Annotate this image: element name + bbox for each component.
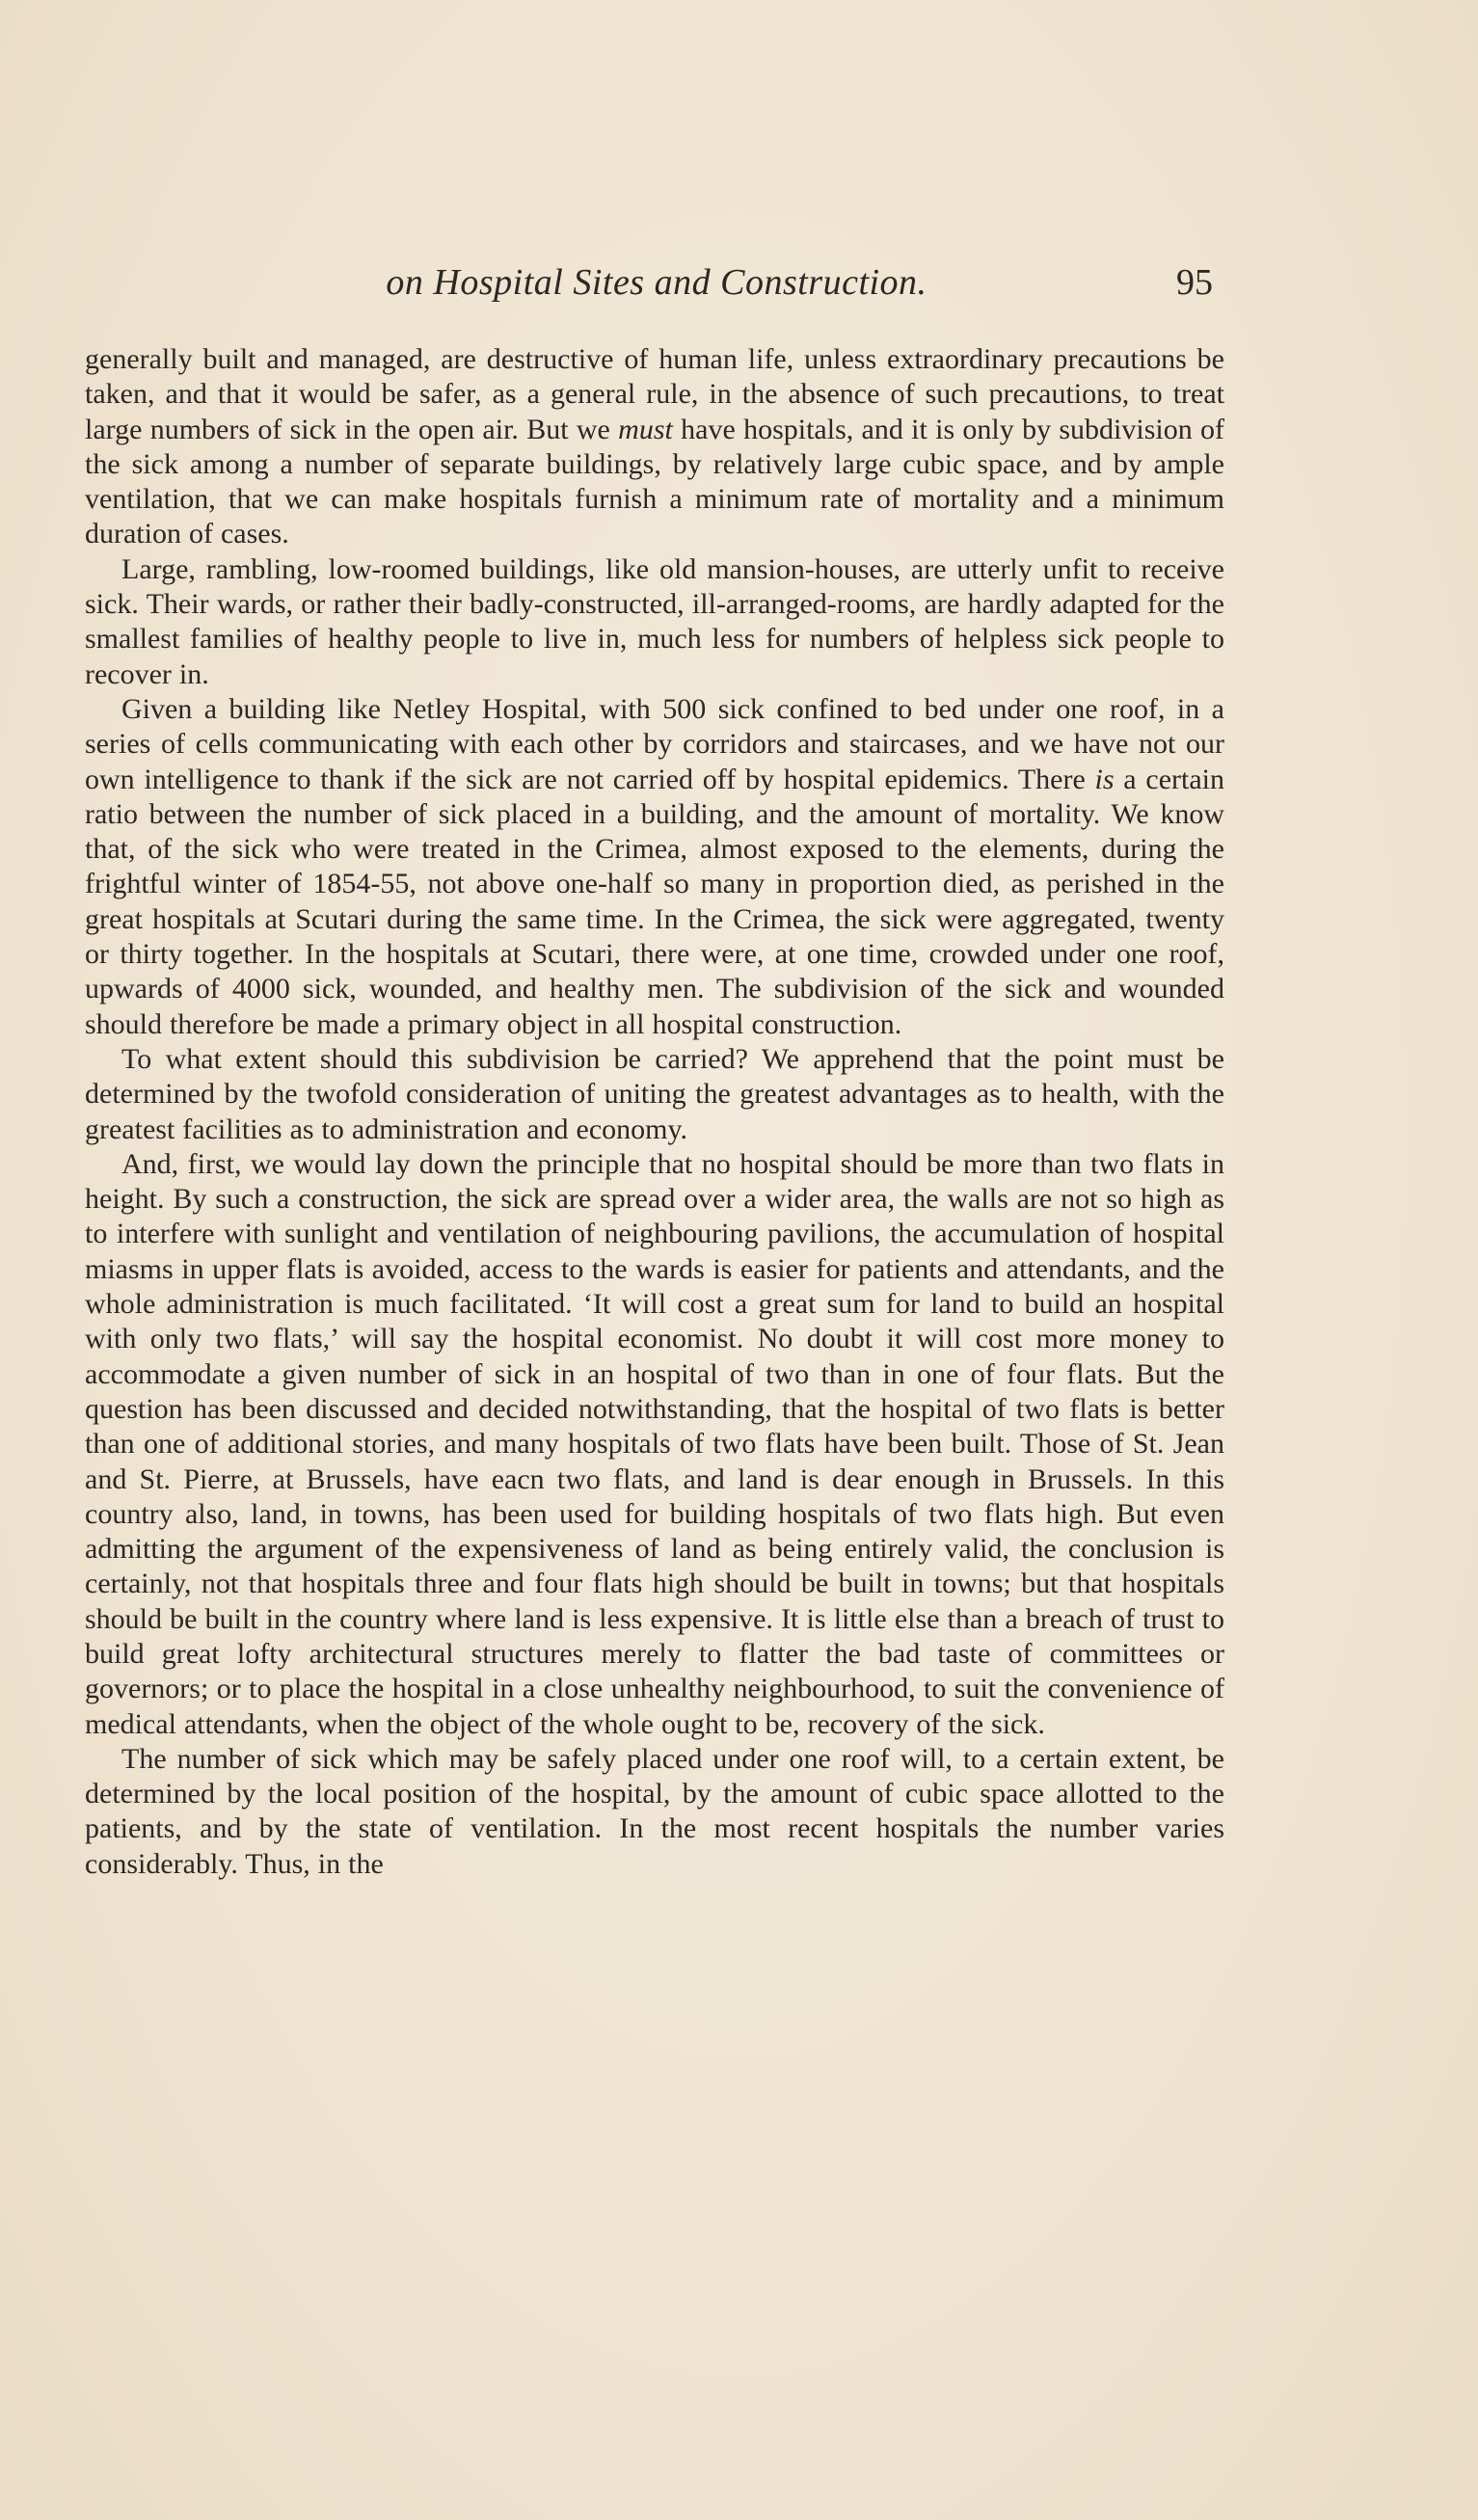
paragraph-4: To what extent should this subdivision be carried? We apprehend that the point must be determined by the twofold consideration of uniting the greatest advantages as to health, with the greatest facilities as to administration and economy. [85, 1042, 1224, 1145]
paragraph-3: Given a building like Netley Hospital, with 500 sick confined to bed under one roof, in a series of cells communicating with each other by corridors and staircases, and we have not our own intelligence to thank if the sick are not carried off by hospital epidemics. There is a certain ratio between the number of sick placed in a building, and the amount of mortality. We know that, of the sick who were treated in the Crimea, almost exposed to the elements, during the frightful winter of 1854-55, not above one-half so many in proportion died, as perished in the great hospitals at Scutari during the same time. In the Crimea, the sick were aggregated, twenty or thirty together. In the hospitals at Scutari, there were, at one time, crowded under one roof, upwards of 4000 sick, wounded, and healthy men. The subdivision of the sick and wounded should therefore be made a primary object in all hospital construction. [85, 692, 1224, 1040]
emphasis-is: is [1094, 763, 1115, 795]
emphasis-must: must [618, 413, 673, 445]
page-number: 95 [1176, 262, 1213, 303]
body-text [85, 342, 1224, 1882]
running-head [93, 258, 1221, 307]
running-title: on Hospital Sites and Construction. [386, 262, 927, 303]
paragraph-5: And, first, we would lay down the principle that no hospital should be more than two flats in height. By such a construction, the sick are spread over a wider area, the walls are not so high as to interfere with sunlight and ventilation of neighbouring pavilions, the accumulation of hospital miasms in upper flats is avoided, access to the wards is easier for patients and attendants, and the whole administration is much facilitated. ‘It will cost a great sum for land to build an hospital with only two flats,’ will say the hospital economist. No doubt it will cost more money to accommodate a given number of sick in an hospital of two than in one of four flats. But the question has been discussed and decided notwithstanding, that the hospital of two flats is better than one of additional stories, and many hospitals of two flats have been built. Those of St. Jean and St. Pierre, at Brussels, have eacn two flats, and land is dear enough in Brussels. In this country also, land, in towns, has been used for building hospitals of two flats high. But even admitting the argument of the expensiveness of land as being entirely valid, the conclusion is certainly, not that hospitals three and four flats high should be built in towns; but that hospitals should be built in the country where land is less expensive. It is little else than a breach of trust to build great lofty architectural structures merely to flatter the bad taste of committees or governors; or to place the hospital in a close unhealthy neighbourhood, to suit the convenience of medical attendants, when the object of the whole ought to be, recovery of the sick. [85, 1147, 1224, 1740]
paragraph-6: The number of sick which may be safely placed under one roof will, to a certain extent, be determined by the local position of the hospital, by the amount of cubic space allotted to the patients, and by the state of ventilation. In the most recent hospitals the number varies considerably. Thus, in the [85, 1742, 1224, 1880]
paragraph-2: Large, rambling, low-roomed buildings, like old mansion-houses, are utterly unfit to receive sick. Their wards, or rather their badly-constructed, ill-arranged-rooms, are hardly adapted for the smallest families of healthy people to live in, much less for numbers of helpless sick people to recover in. [85, 552, 1224, 690]
paragraph-1: generally built and managed, are destructive of human life, unless extraordinary precautions be taken, and that it would be safer, as a general rule, in the absence of such precautions, to treat large numbers of sick in the open air. But we must have hospitals, and it is only by subdivision of the sick among a number of separate buildings, by relatively large cubic space, and by ample ventilation, that we can make hospitals furnish a minimum rate of mortality and a minimum duration of cases. [85, 343, 1225, 550]
